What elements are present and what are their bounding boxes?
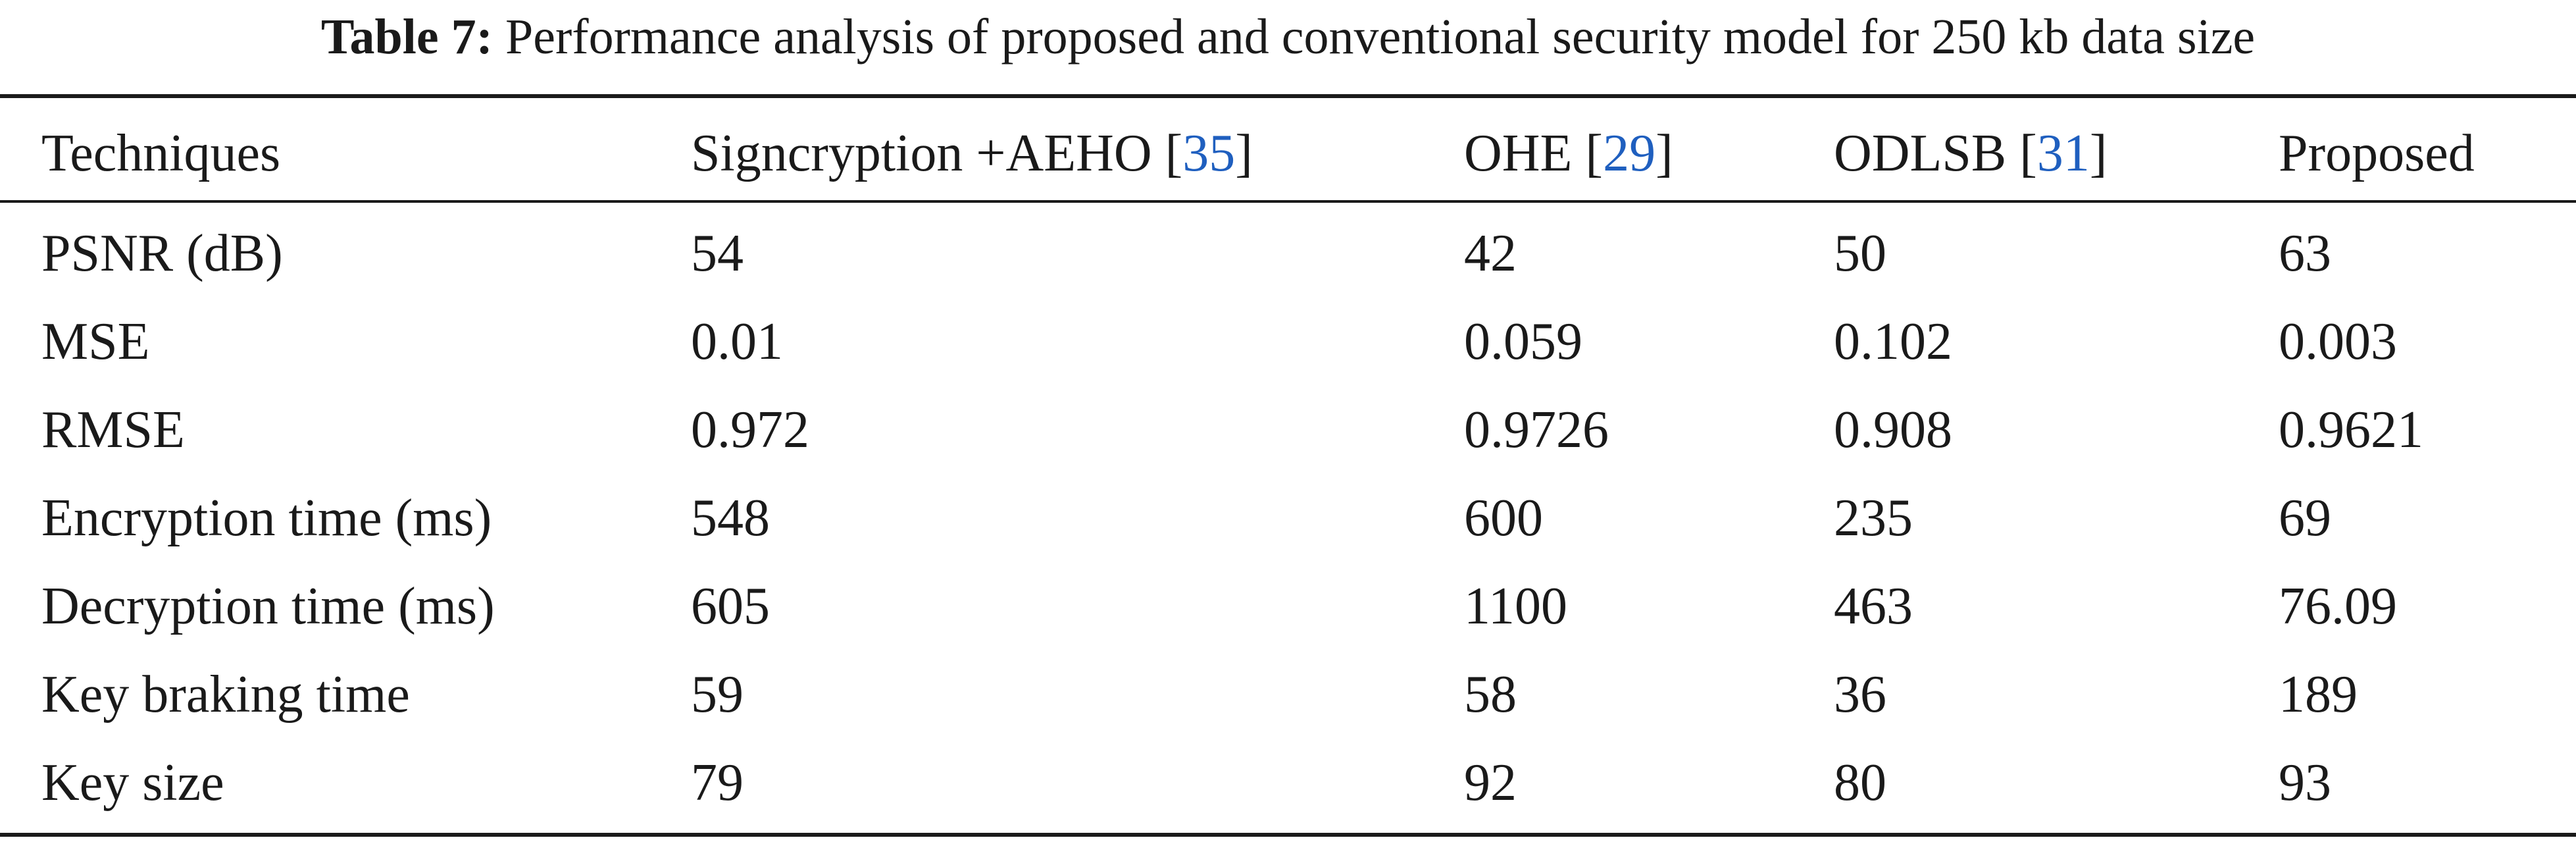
cell-odlsb: 463 xyxy=(1834,577,1913,635)
cell-signcryption-aeho: 54 xyxy=(691,224,744,282)
cell-signcryption-aeho: 0.972 xyxy=(691,401,809,459)
table-caption xyxy=(0,0,2576,74)
citation-link-29[interactable]: 29 xyxy=(1603,124,1656,182)
table-row-decryption-time xyxy=(0,570,2576,643)
cell-signcryption-aeho: 0.01 xyxy=(691,313,783,371)
table-bottom-rule xyxy=(0,833,2576,837)
cell-ohe: 1100 xyxy=(1464,577,1568,635)
header-odlsb: ODLSB [31] xyxy=(1834,124,2108,182)
cell-odlsb: 235 xyxy=(1834,489,1913,547)
row-label: PSNR (dB) xyxy=(41,224,283,282)
cell-ohe: 600 xyxy=(1464,489,1543,547)
citation-link-35[interactable]: 35 xyxy=(1182,124,1236,182)
cell-proposed: 76.09 xyxy=(2279,577,2397,635)
cell-odlsb: 0.908 xyxy=(1834,401,1952,459)
cell-signcryption-aeho: 59 xyxy=(691,666,744,724)
cell-proposed: 189 xyxy=(2279,666,2358,724)
table-row-psnr xyxy=(0,217,2576,290)
cell-signcryption-aeho: 605 xyxy=(691,577,770,635)
header-proposed: Proposed xyxy=(2279,124,2475,182)
table-row-key-size xyxy=(0,747,2576,819)
row-label: Decryption time (ms) xyxy=(41,577,495,635)
table-row-key-braking-time xyxy=(0,658,2576,731)
row-label: Encryption time (ms) xyxy=(41,489,492,547)
cell-proposed: 63 xyxy=(2279,224,2331,282)
header-techniques: Techniques xyxy=(41,124,281,182)
table-caption-label: Table 7: xyxy=(320,9,493,65)
cell-proposed: 93 xyxy=(2279,754,2331,812)
table-row-encryption-time xyxy=(0,482,2576,554)
row-label: Key size xyxy=(41,754,224,812)
cell-proposed: 69 xyxy=(2279,489,2331,547)
cell-odlsb: 36 xyxy=(1834,666,1886,724)
table-header-rule xyxy=(0,200,2576,203)
cell-signcryption-aeho: 548 xyxy=(691,489,770,547)
cell-proposed: 0.003 xyxy=(2279,313,2397,371)
row-label: RMSE xyxy=(41,401,185,459)
citation-link-31[interactable]: 31 xyxy=(2036,124,2090,182)
row-label: MSE xyxy=(41,313,150,371)
table-caption-text: Performance analysis of proposed and conventional security model for 250 kb data size xyxy=(505,9,2256,65)
cell-ohe: 42 xyxy=(1464,224,1517,282)
cell-odlsb: 0.102 xyxy=(1834,313,1952,371)
cell-ohe: 58 xyxy=(1464,666,1517,724)
table-row-mse xyxy=(0,305,2576,378)
table-top-rule xyxy=(0,94,2576,98)
cell-odlsb: 80 xyxy=(1834,754,1886,812)
table-header-row xyxy=(0,117,2576,190)
row-label: Key braking time xyxy=(41,666,410,724)
header-ohe: OHE [29] xyxy=(1464,124,1673,182)
cell-proposed: 0.9621 xyxy=(2279,401,2423,459)
header-signcryption-aeho: Signcryption +AEHO [35] xyxy=(691,124,1253,182)
cell-ohe: 0.059 xyxy=(1464,313,1582,371)
cell-odlsb: 50 xyxy=(1834,224,1886,282)
cell-ohe: 0.9726 xyxy=(1464,401,1609,459)
table-row-rmse xyxy=(0,394,2576,466)
cell-signcryption-aeho: 79 xyxy=(691,754,744,812)
cell-ohe: 92 xyxy=(1464,754,1517,812)
